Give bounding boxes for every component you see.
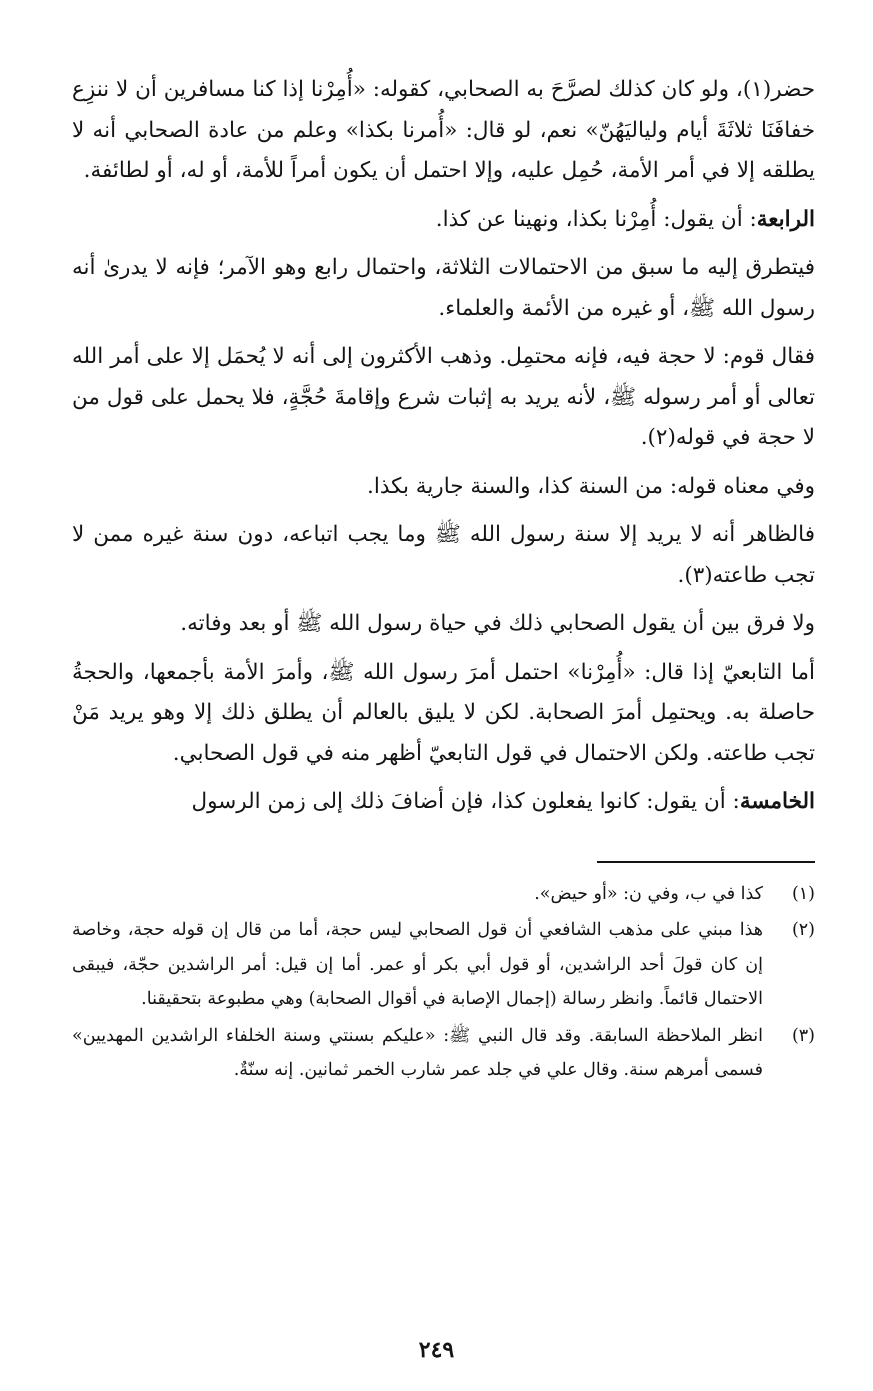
footnote-separator	[597, 861, 815, 863]
footnote-3	[72, 1019, 815, 1088]
footnote-separator-wrap	[72, 831, 815, 877]
footnote-1	[72, 877, 815, 912]
paragraph-lead: الرابعة	[756, 206, 815, 232]
paragraph-5	[72, 467, 815, 508]
paragraph-text: : أن يقول: كانوا يفعلون كذا، فإن أضافَ ذلك إلى زمن الرسول	[191, 789, 740, 814]
paragraph-9	[72, 782, 815, 823]
paragraph-text: فالظاهر أنه لا يريد إلا سنة رسول الله ﷺ وما يجب اتباعه، دون سنة غيره ممن لا تجب طاعته(٣).	[72, 522, 815, 588]
paragraph-text: ولا فرق بين أن يقول الصحابي ذلك في حياة رسول الله ﷺ أو بعد وفاته.	[180, 611, 815, 636]
paragraph-text: حضر(١)، ولو كان كذلك لصرَّحَ به الصحابي، كقوله: «أُمِرْنا إذا كنا مسافرين أن لا ننزِع خفافَنَا ثلاثَةَ أيام ولياليَهُنّ» نعم، لو قال: «أُمرنا بكذا» وعلم من عادة الصحابي أنه لا يطلقه إلا في أمر الأمة، حُمِل عليه، وإلا احتمل أن يكون أمراً للأمة، أو له، أو لطائفة.	[72, 77, 815, 183]
paragraph-lead: الخامسة	[739, 789, 815, 814]
footnote-text: كذا في ب، وفي ن: «أو حيض».	[534, 883, 763, 904]
paragraph-text: وفي معناه قوله: من السنة كذا، والسنة جارية بكذا.	[367, 473, 815, 499]
paragraph-text: أما التابعيّ إذا قال: «أُمِرْنا» احتمل أمرَ رسول الله ﷺ، وأمرَ الأمة بأجمعها، والحجةُ حاصلة به. ويحتمِل أمرَ الصحابة. لكن لا يليق بالعالم أن يطلق ذلك إلا وهو يريد مَنْ تجب طاعته. ولكن الاحتمال في قول التابعيّ أظهر منه في قول الصحابي.	[72, 659, 815, 766]
paragraph-7	[72, 604, 815, 645]
paragraph-3	[72, 248, 815, 329]
paragraph-text: : أن يقول: أُمِرْنا بكذا، ونهينا عن كذا.	[435, 206, 757, 232]
footnote-number: (١)	[791, 883, 815, 904]
footnote-number: (٣)	[791, 1025, 815, 1046]
book-page	[72, 70, 815, 1351]
paragraph-2	[72, 200, 815, 241]
footnote-text: انظر الملاحظة السابقة. وقد قال النبي ﷺ: «عليكم بسنتي وسنة الخلفاء الراشدين المهديين» فسمى أمرهم سنة. وقال علي في جلد عمر شارب الخمر ثمانين. إنه سنّةٌ.	[72, 1025, 763, 1080]
paragraph-1	[72, 70, 815, 192]
footnotes	[72, 877, 815, 1088]
footnote-number: (٢)	[791, 920, 815, 940]
paragraph-text: فيتطرق إليه ما سبق من الاحتمالات الثلاثة، واحتمال رابع وهو الآمر؛ فإنه لا يدرىٰ أنه رسول الله ﷺ، أو غيره من الأئمة والعلماء.	[72, 255, 815, 321]
paragraph-4	[72, 337, 815, 459]
paragraph-8	[72, 653, 815, 775]
footnote-2	[72, 913, 815, 1017]
paragraph-text: فقال قوم: لا حجة فيه، فإنه محتمِل. وذهب الأكثرون إلى أنه لا يُحمَل إلا على أمر الله تعالى أو أمر رسوله ﷺ، لأنه يريد به إثبات شرع وإقامةَ حُجَّةٍ، فلا يحمل على قول من لا حجة في قوله(٢).	[72, 344, 815, 450]
page-number: ٢٤٩	[418, 1337, 455, 1363]
paragraph-6	[72, 515, 815, 596]
main-text	[72, 70, 815, 823]
footnote-text: هذا مبني على مذهب الشافعي أن قول الصحابي ليس حجة، أما من قال إن قوله حجة، وخاصة إن كان قولَ أحد الراشدين، أو قول أبي بكر أو عمر. أما إن قيل: أمر الراشدين حجّة، فيبقى الاحتمال قائماً. وانظر رسالة (إجمال الإصابة في أقوال الصحابة) وهي مطبوعة بتحقيقنا.	[72, 920, 763, 1009]
